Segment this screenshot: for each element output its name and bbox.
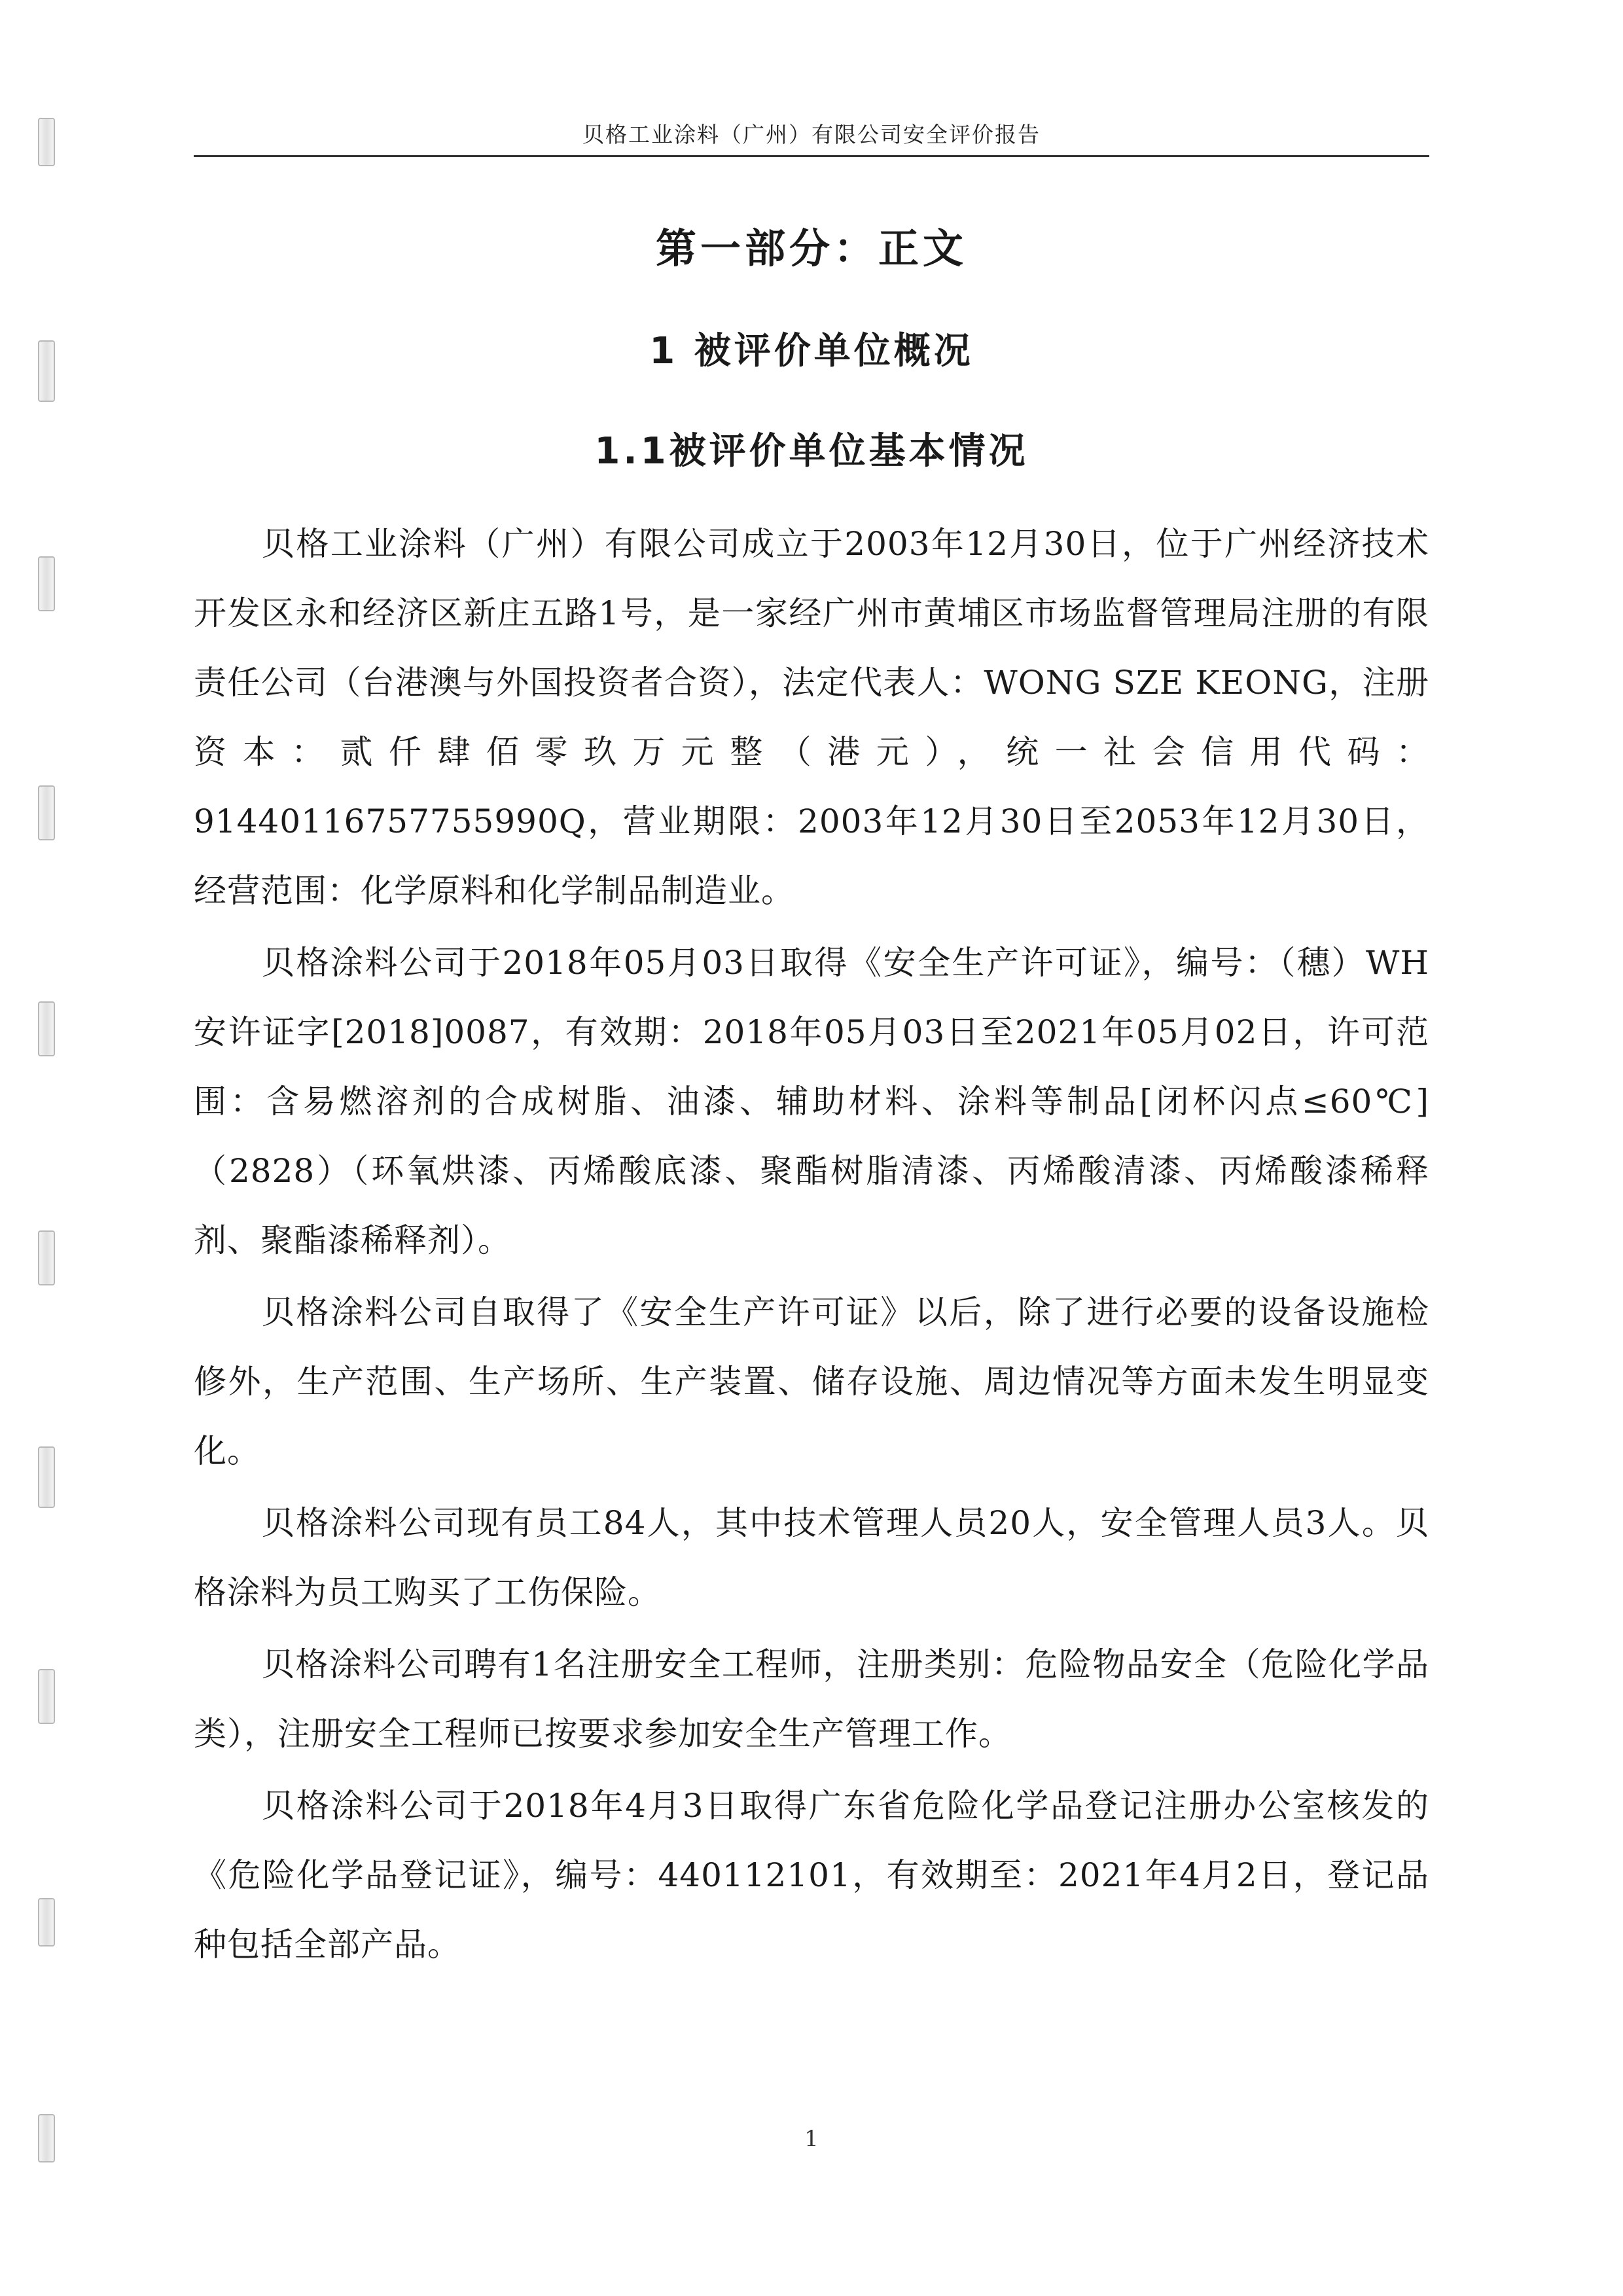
binder-mark	[38, 340, 55, 402]
chapter-title: 1 被评价单位概况	[649, 330, 974, 372]
part-title: 第一部分：正文	[655, 224, 967, 272]
paragraph-safety-engineer: 贝格涂料公司聘有1名注册安全工程师，注册类别：危险物品安全（危险化学品类），注册安全工程师已按要求参加安全生产管理工作。	[194, 1645, 1429, 1753]
binder-mark	[38, 1230, 55, 1285]
paragraph-safety-license: 贝格涂料公司于2018年05月03日取得《安全生产许可证》，编号：（穗）WH安许证字[2018]0087，有效期：2018年05月03日至2021年05月02日，许可范围：含易燃溶剂的合成树脂、油漆、辅助材料、涂料等制品[闭杯闪点≤60℃]（2828）（环氧烘漆、丙烯酸底漆、聚酯树脂清漆、丙烯酸清漆、丙烯酸漆稀释剂、聚酯漆稀释剂）。	[194, 944, 1429, 1259]
running-header: 贝格工业涂料（广州）有限公司安全评价报告	[582, 122, 1041, 147]
binder-mark	[38, 1001, 55, 1056]
binder-mark	[38, 556, 55, 611]
binder-mark	[38, 1898, 55, 1946]
binder-mark	[38, 785, 55, 840]
binder-mark	[38, 2114, 55, 2162]
binder-mark	[38, 1446, 55, 1508]
section-title: 1.1被评价单位基本情况	[594, 430, 1029, 473]
binder-mark	[38, 118, 55, 166]
page-number: 1	[804, 2126, 819, 2152]
paragraph-staff: 贝格涂料公司现有员工84人，其中技术管理人员20人，安全管理人员3人。贝格涂料为员工购买了工伤保险。	[194, 1504, 1429, 1611]
paragraph-no-changes: 贝格涂料公司自取得了《安全生产许可证》以后，除了进行必要的设备设施检修外，生产范围、生产场所、生产装置、储存设施、周边情况等方面未发生明显变化。	[194, 1293, 1429, 1470]
paragraph-chemical-registration: 贝格涂料公司于2018年4月3日取得广东省危险化学品登记注册办公室核发的《危险化学品登记证》，编号：440112101，有效期至：2021年4月2日，登记品种包括全部产品。	[194, 1787, 1429, 1964]
body-text	[194, 509, 1429, 1982]
paragraph-company-overview: 贝格工业涂料（广州）有限公司成立于2003年12月30日，位于广州经济技术开发区永和经济区新庄五路1号，是一家经广州市黄埔区市场监督管理局注册的有限责任公司（台港澳与外国投资者合资），法定代表人：WONG SZE KEONG，注册资本：贰仟肆佰零玖万元整（港元），统一社会信用代码：91440116757755990Q，营业期限：2003年12月30日至2053年12月30日，经营范围：化学原料和化学制品制造业。	[194, 525, 1429, 910]
header-rule	[194, 155, 1429, 157]
binder-mark	[38, 1669, 55, 1724]
